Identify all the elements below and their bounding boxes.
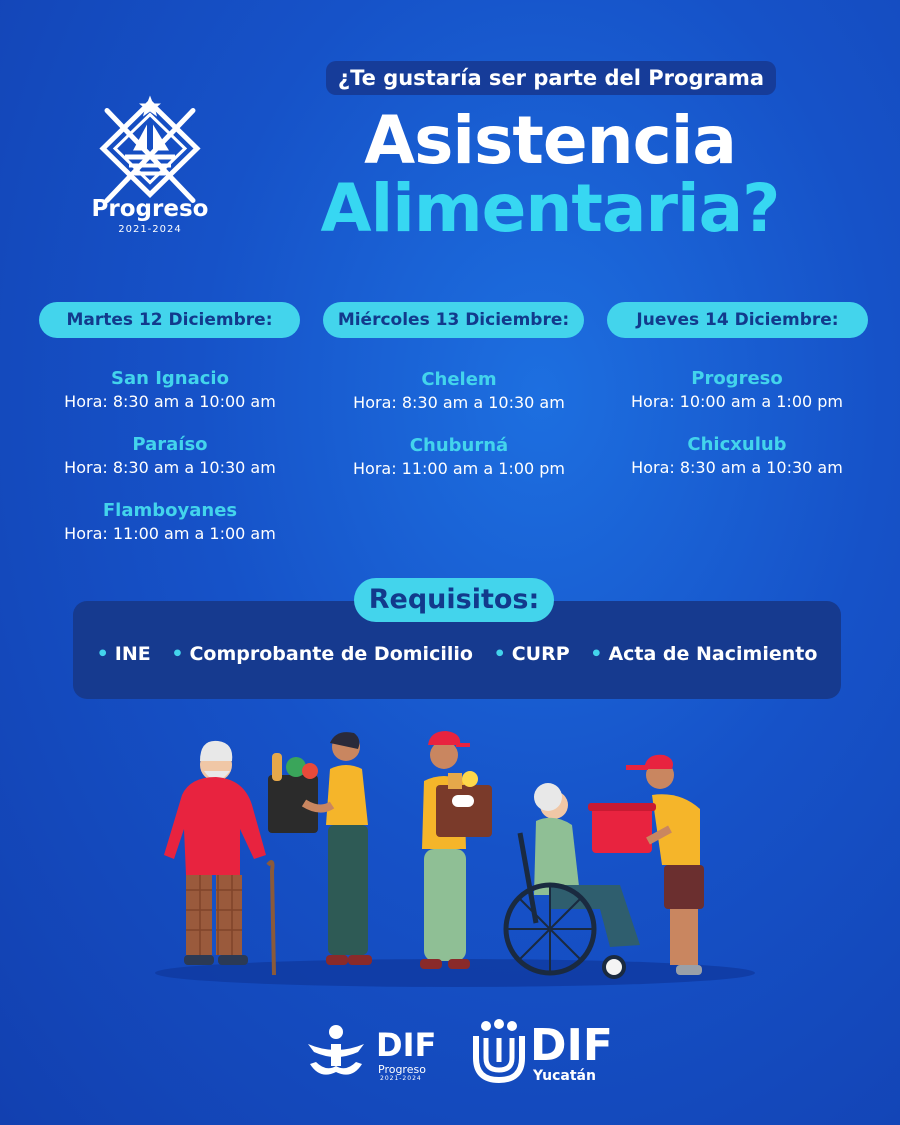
brand-name: Progreso	[91, 196, 209, 222]
bullet-icon: •	[590, 643, 603, 665]
place-name: Chelem	[421, 369, 497, 390]
requirements-list	[73, 643, 841, 665]
place-time: Hora: 8:30 am a 10:30 am	[353, 393, 565, 412]
bullet-icon: •	[171, 643, 184, 665]
volunteer-woman-figure	[420, 731, 492, 969]
place-name: Progreso	[691, 368, 783, 389]
bullet-icon: •	[493, 643, 506, 665]
title-line-1: Asistencia	[364, 102, 736, 179]
elderly-man-figure	[164, 741, 274, 975]
dif-progreso-name: DIF	[376, 1026, 437, 1064]
dif-yucatan-name: DIF	[530, 1020, 613, 1071]
day-pill-miercoles: Miércoles 13 Diciembre:	[323, 302, 584, 338]
requirement-item	[590, 643, 817, 665]
program-question: ¿Te gustaría ser parte del Programa	[326, 61, 776, 95]
place-name: Chicxulub	[687, 434, 787, 455]
title-line-2: Alimentaria?	[320, 170, 780, 247]
requirement-label: Comprobante de Domicilio	[189, 643, 473, 665]
requirements-title: Requisitos:	[354, 578, 554, 622]
place-name: Paraíso	[132, 434, 208, 455]
requirement-label: Acta de Nacimiento	[608, 643, 818, 665]
place-time: Hora: 8:30 am a 10:00 am	[64, 392, 276, 411]
dif-progreso-icon	[300, 1022, 372, 1084]
schedule-jueves	[597, 368, 877, 477]
requirement-item	[171, 643, 473, 665]
place-time: Hora: 11:00 am a 1:00 am	[64, 524, 276, 543]
delivery-man-figure	[588, 755, 704, 975]
brand-years: 2021-2024	[118, 224, 182, 235]
requirement-item	[97, 643, 151, 665]
dif-yucatan-icon	[470, 1018, 528, 1084]
dif-yucatan-sub: Yucatán	[533, 1068, 596, 1084]
schedule-miercoles	[319, 369, 599, 478]
place-time: Hora: 8:30 am a 10:30 am	[64, 458, 276, 477]
requirement-label: CURP	[511, 643, 570, 665]
bullet-icon: •	[96, 643, 109, 665]
dif-progreso-sub: Progreso	[378, 1063, 426, 1076]
schedule-martes	[30, 368, 310, 543]
place-name: San Ignacio	[111, 368, 229, 389]
requirement-label: INE	[114, 643, 151, 665]
dif-progreso-years: 2021-2024	[380, 1075, 422, 1082]
day-pill-martes: Martes 12 Diciembre:	[39, 302, 300, 338]
place-name: Flamboyanes	[102, 500, 238, 521]
requirement-item	[494, 643, 570, 665]
volunteer-man-figure	[268, 732, 372, 965]
day-pill-jueves: Jueves 14 Diciembre:	[607, 302, 868, 338]
place-time: Hora: 8:30 am a 10:30 am	[631, 458, 843, 477]
people-food-aid-illustration	[140, 725, 770, 990]
place-time: Hora: 11:00 am a 1:00 pm	[353, 459, 565, 478]
place-time: Hora: 10:00 am a 1:00 pm	[631, 392, 843, 411]
place-name: Chuburná	[409, 435, 509, 456]
